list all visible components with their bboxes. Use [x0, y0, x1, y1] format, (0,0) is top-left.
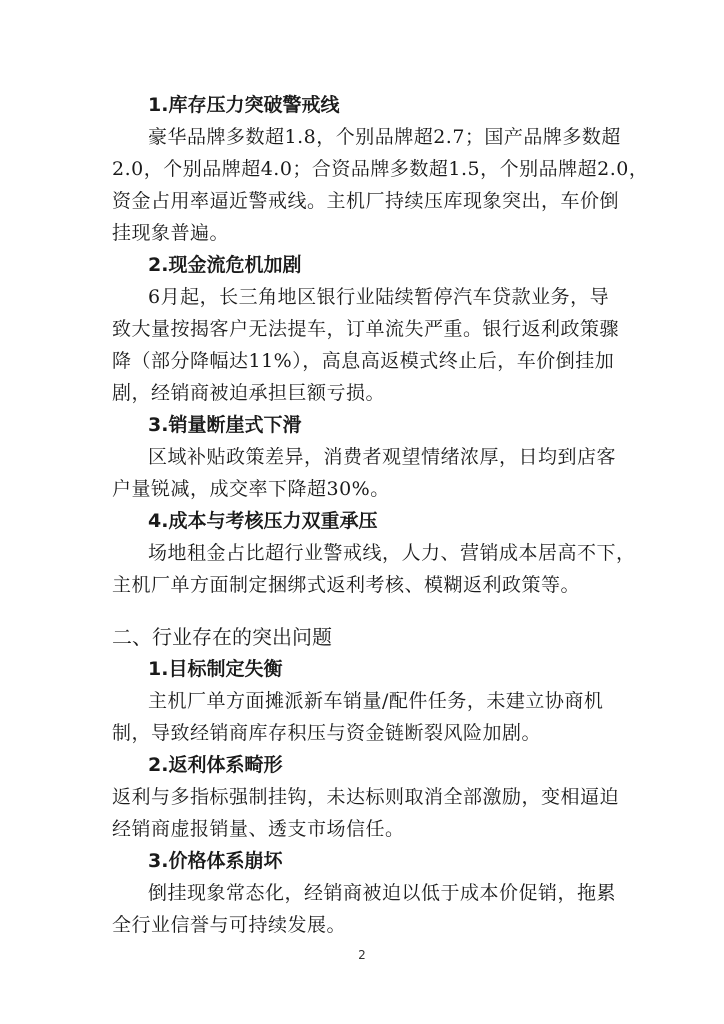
paragraph-line: 6月起，长三角地区银行业陆续暂停汽车贷款业务，导 — [148, 286, 610, 308]
paragraph-line: 倒挂现象常态化，经销商被迫以低于成本价促销，拖累 — [148, 882, 617, 904]
paragraph-line: 主机厂单方面摊派新车销量/配件任务，未建立协商机 — [148, 690, 604, 712]
subheading-rebate-system: 2.返利体系畸形 — [148, 754, 283, 776]
paragraph-line: 场地租金占比超行业警戒线，人力、营销成本居高不下， — [148, 542, 636, 564]
paragraph-line: 剧，经销商被迫承担巨额亏损。 — [112, 382, 386, 404]
paragraph-line: 主机厂单方面制定捆绑式返利考核、模糊返利政策等。 — [112, 574, 581, 596]
paragraph-line: 挂现象普遍。 — [112, 222, 230, 244]
paragraph-line: 降（部分降幅达11%），高息高返模式终止后，车价倒挂加 — [112, 350, 615, 372]
paragraph-line: 豪华品牌多数超1.8，个别品牌超2.7；国产品牌多数超 — [148, 126, 621, 148]
subheading-target-imbalance: 1.目标制定失衡 — [148, 658, 283, 680]
page-number: 2 — [358, 948, 366, 962]
subheading-cashflow-crisis: 2.现金流危机加剧 — [148, 254, 302, 276]
subheading-sales-decline: 3.销量断崖式下滑 — [148, 414, 302, 436]
subheading-price-system: 3.价格体系崩坏 — [148, 850, 283, 872]
subheading-inventory-pressure: 1.库存压力突破警戒线 — [148, 94, 340, 116]
paragraph-line: 经销商虚报销量、透支市场信任。 — [112, 818, 405, 840]
paragraph-line: 致大量按揭客户无法提车，订单流失严重。银行返利政策骤 — [112, 318, 620, 340]
subheading-cost-assessment: 4.成本与考核压力双重承压 — [148, 510, 378, 532]
paragraph-line: 全行业信誉与可持续发展。 — [112, 914, 347, 936]
paragraph-line: 资金占用率逼近警戒线。主机厂持续压库现象突出，车价倒 — [112, 190, 620, 212]
paragraph-line: 返利与多指标强制挂钩，未达标则取消全部激励，变相逼迫 — [112, 786, 620, 808]
paragraph-line: 户量锐减，成交率下降超30%。 — [112, 478, 390, 500]
section-heading-issues: 二、行业存在的突出问题 — [112, 625, 332, 649]
paragraph-line: 2.0，个别品牌超4.0；合资品牌多数超1.5，个别品牌超2.0， — [112, 158, 649, 180]
paragraph-line: 区域补贴政策差异，消费者观望情绪浓厚，日均到店客 — [148, 446, 617, 468]
paragraph-line: 制，导致经销商库存积压与资金链断裂风险加剧。 — [112, 722, 542, 744]
